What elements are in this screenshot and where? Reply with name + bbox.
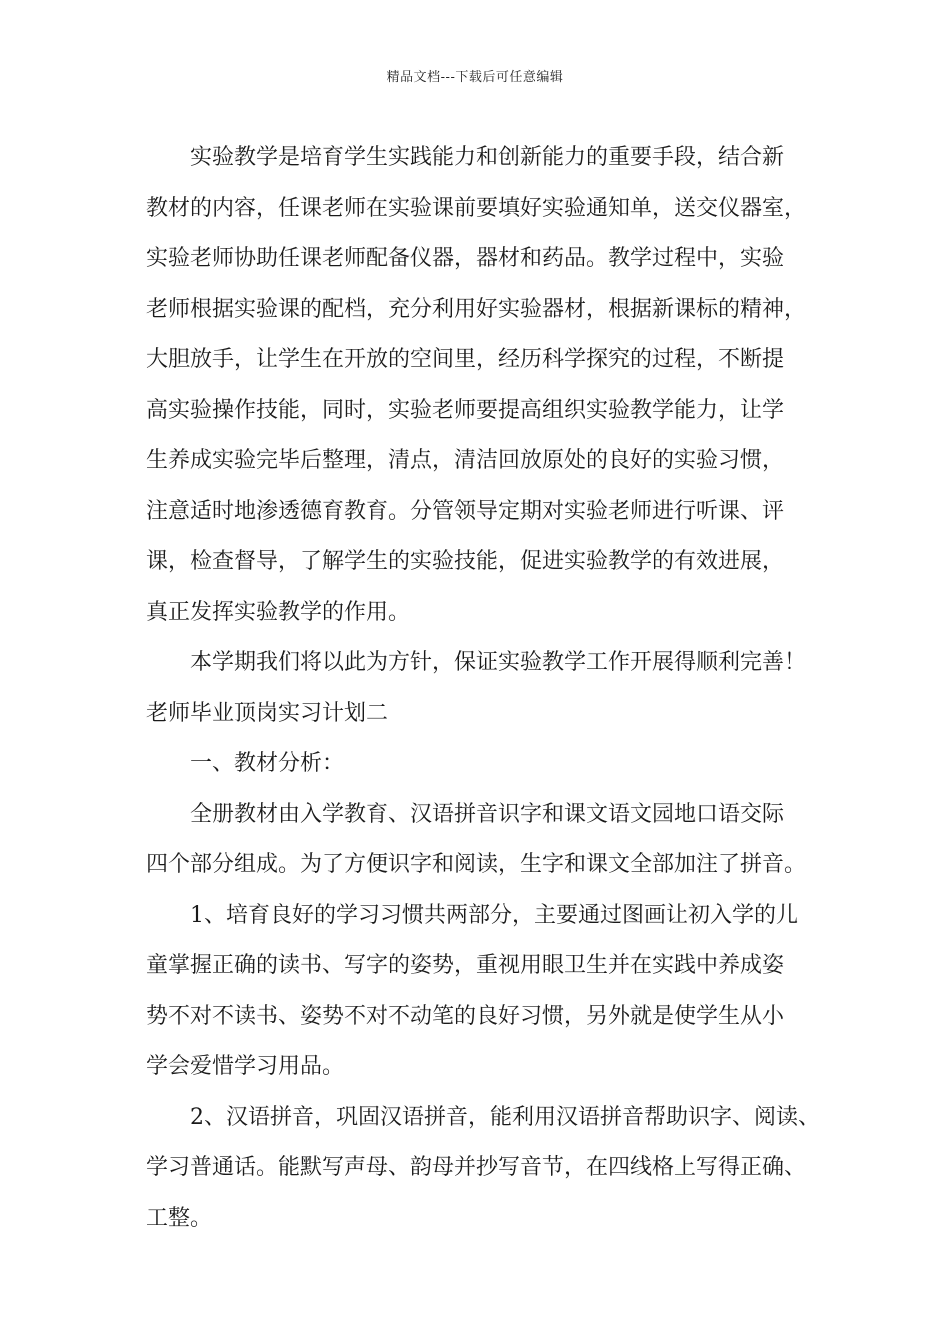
text-line: 教材的内容，任课老师在实验课前要填好实验通知单，送交仪器室， — [146, 195, 807, 221]
section-title — [146, 689, 810, 740]
section-heading — [146, 739, 810, 790]
text-line: 本学期我们将以此为方针，保证实验教学工作开展得顺利完善！ — [190, 650, 807, 675]
text-line: 全册教材由入学教育、汉语拼音识字和课文语文园地口语交际 — [190, 801, 785, 827]
text-line: 工整。 — [146, 1205, 213, 1231]
text-line: 童掌握正确的读书、写字的姿势，重视用眼卫生并在实践中养成姿 — [146, 953, 785, 978]
text-line: 学习普通话。能默写声母、韵母并抄写音节，在四线格上写得正确、 — [146, 1155, 807, 1180]
text-line: 四个部分组成。为了方便识字和阅读，生字和课文全部加注了拼音。 — [146, 852, 807, 877]
paragraph-textbook-overview — [146, 790, 810, 891]
text-line: 大胆放手，让学生在开放的空间里，经历科学探究的过程，不断提 — [146, 347, 785, 372]
text-line: 高实验操作技能，同时，实验老师要提高组织实验教学能力，让学 — [146, 397, 785, 423]
text-line: 实验教学是培育学生实践能力和创新能力的重要手段，结合新 — [190, 145, 785, 170]
text-line: 2、汉语拼音，巩固汉语拼音，能利用汉语拼音帮助识字、阅读、 — [190, 1104, 820, 1130]
page-header: 精品文档---下载后可任意编辑 — [386, 70, 564, 85]
text-line: 1、培育良好的学习习惯共两部分，主要通过图画让初入学的儿 — [190, 902, 798, 928]
text-line: 老师根据实验课的配档，充分利用好实验器材，根据新课标的精神， — [146, 296, 807, 322]
paragraph-lab-teaching — [146, 133, 810, 638]
document-body — [146, 133, 820, 1244]
text-line: 实验老师协助任课老师配备仪器，器材和药品。教学过程中，实验 — [146, 246, 785, 271]
text-line: 课，检查督导，了解学生的实验技能，促进实验教学的有效进展， — [146, 549, 785, 574]
text-line: 真正发挥实验教学的作用。 — [146, 599, 411, 625]
text-line: 一、教材分析： — [190, 751, 345, 776]
text-line: 势不对不读书、姿势不对不动笔的良好习惯，另外就是使学生从小 — [146, 1003, 785, 1029]
text-line: 生养成实验完毕后整理，清点，清洁回放原处的良好的实验习惯， — [146, 448, 785, 473]
text-line: 注意适时地渗透德育教育。分管领导定期对实验老师进行听课、评 — [146, 498, 785, 524]
text-line: 学会爱惜学习用品。 — [146, 1054, 345, 1079]
paragraph-semester-policy — [146, 638, 810, 689]
paragraph-item-1 — [146, 891, 810, 1093]
text-line: 老师毕业顶岗实习计划二 — [146, 700, 389, 726]
paragraph-item-2 — [146, 1093, 820, 1245]
